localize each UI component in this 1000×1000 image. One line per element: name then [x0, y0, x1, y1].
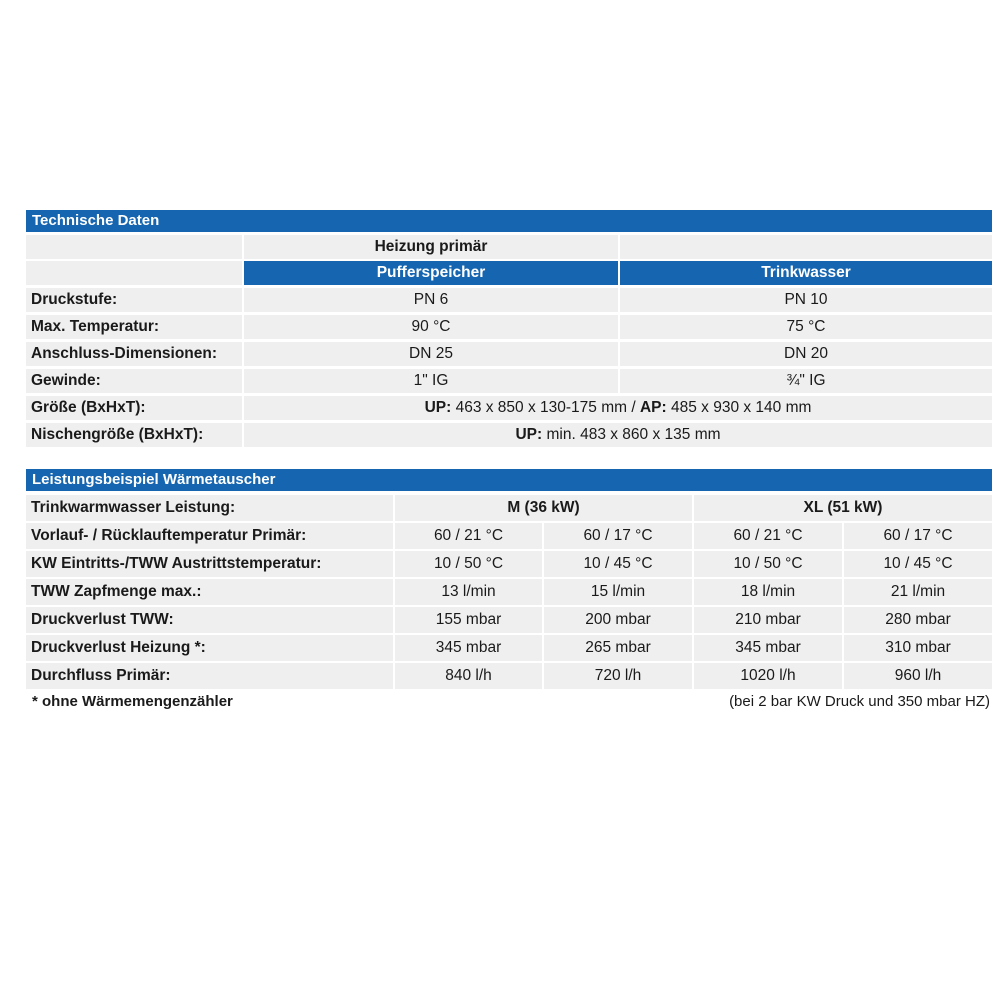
row-label: KW Eintritts-/TWW Austrittstemperatur: [26, 551, 393, 577]
section-title-leistungsbeispiel: Leistungsbeispiel Wärmetauscher [26, 469, 992, 491]
table-cell: 15 l/min [544, 579, 692, 605]
table-cell: 90 °C [244, 315, 618, 339]
table-cell: 18 l/min [694, 579, 842, 605]
section-title-technische-daten: Technische Daten [26, 210, 992, 232]
empty-cell [26, 261, 242, 285]
ap-value: 485 x 930 x 140 mm [670, 399, 812, 416]
table-cell: 345 mbar [694, 635, 842, 661]
row-label: Anschluss-Dimensionen: [26, 342, 242, 366]
table-cell: 60 / 17 °C [844, 523, 992, 549]
group-heading: Heizung primär [244, 235, 618, 259]
table-cell: 60 / 21 °C [694, 523, 842, 549]
table-cell: DN 20 [620, 342, 992, 366]
up-value: 463 x 850 x 130-175 mm / [455, 399, 636, 416]
table-cell: 345 mbar [395, 635, 542, 661]
table-cell: 10 / 50 °C [694, 551, 842, 577]
col-header-pufferspeicher: Pufferspeicher [244, 261, 618, 285]
header-label: Trinkwarmwasser Leistung: [26, 495, 393, 521]
up-key: UP: [515, 426, 543, 443]
table-cell: 720 l/h [544, 663, 692, 689]
row-label: Druckverlust Heizung *: [26, 635, 393, 661]
table-cell: ¾" IG [620, 369, 992, 393]
row-label: Vorlauf- / Rücklauftemperatur Primär: [26, 523, 393, 549]
size-cell [244, 396, 992, 420]
empty-cell [26, 235, 242, 259]
table-cell: PN 6 [244, 288, 618, 312]
table-cell: 310 mbar [844, 635, 992, 661]
table-cell: 13 l/min [395, 579, 542, 605]
table-cell: 280 mbar [844, 607, 992, 633]
up-key: UP: [424, 399, 452, 416]
row-label: Druckstufe: [26, 288, 242, 312]
row-label: Größe (BxHxT): [26, 396, 242, 420]
table-cell: 960 l/h [844, 663, 992, 689]
table-cell: 10 / 50 °C [395, 551, 542, 577]
ap-key: AP: [639, 399, 667, 416]
table-cell: 210 mbar [694, 607, 842, 633]
table-cell: 60 / 21 °C [395, 523, 542, 549]
row-label: TWW Zapfmenge max.: [26, 579, 393, 605]
table-cell: 265 mbar [544, 635, 692, 661]
table-cell: 10 / 45 °C [844, 551, 992, 577]
table-cell: DN 25 [244, 342, 618, 366]
table-cell: 1020 l/h [694, 663, 842, 689]
table-cell: 60 / 17 °C [544, 523, 692, 549]
table-cell: 840 l/h [395, 663, 542, 689]
table-cell: 21 l/min [844, 579, 992, 605]
table-cell: 75 °C [620, 315, 992, 339]
empty-cell [620, 235, 992, 259]
row-label: Max. Temperatur: [26, 315, 242, 339]
group-m: M (36 kW) [395, 495, 692, 521]
row-label: Durchfluss Primär: [26, 663, 393, 689]
table-cell: 155 mbar [395, 607, 542, 633]
table-cell: 1" IG [244, 369, 618, 393]
up-value: min. 483 x 860 x 135 mm [546, 426, 721, 443]
group-xl: XL (51 kW) [694, 495, 992, 521]
row-label: Gewinde: [26, 369, 242, 393]
footnote-right: (bei 2 bar KW Druck und 350 mbar HZ) [729, 693, 990, 710]
table-cell: PN 10 [620, 288, 992, 312]
table-cell: 200 mbar [544, 607, 692, 633]
col-header-trinkwasser: Trinkwasser [620, 261, 992, 285]
footnote-left: * ohne Wärmemengenzähler [32, 693, 233, 710]
table-cell: 10 / 45 °C [544, 551, 692, 577]
row-label: Druckverlust TWW: [26, 607, 393, 633]
row-label: Nischengröße (BxHxT): [26, 423, 242, 447]
niche-cell [244, 423, 992, 447]
